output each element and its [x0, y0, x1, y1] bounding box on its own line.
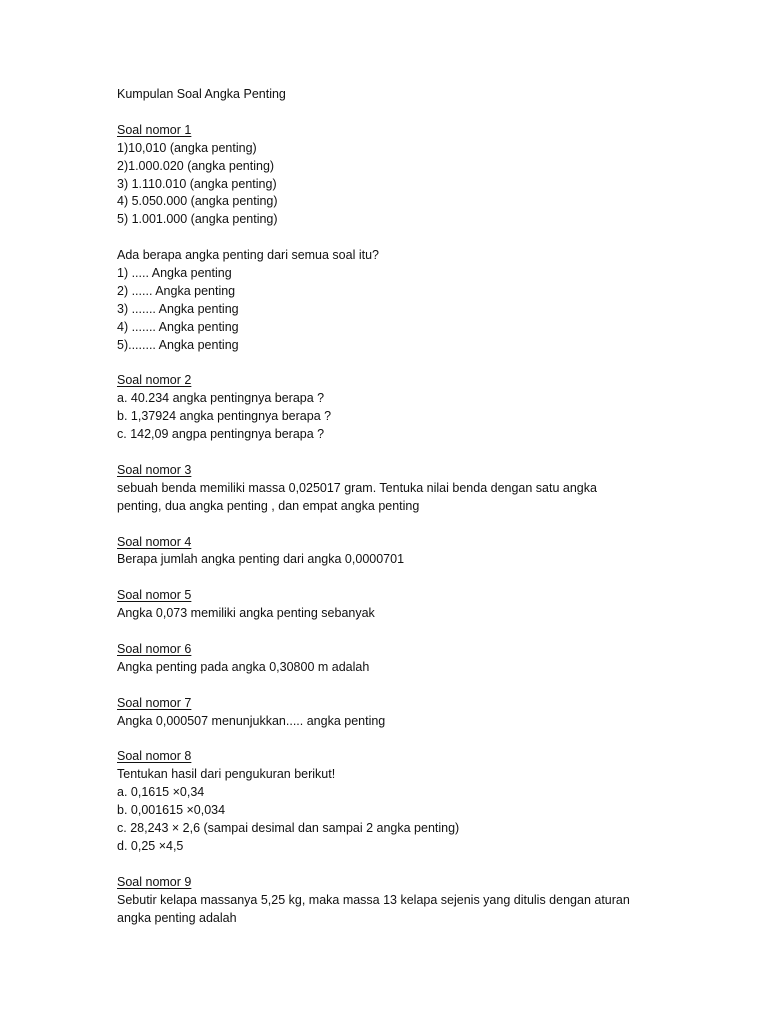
soal-1-question: Ada berapa angka penting dari semua soal itu?	[117, 248, 379, 263]
soal-6-section	[117, 641, 677, 677]
soal-7-heading: Soal nomor 7	[117, 695, 192, 710]
soal-8-item: d. 0,25 ×4,5	[117, 838, 184, 853]
soal-8-heading: Soal nomor 8	[117, 749, 192, 764]
soal-9-heading: Soal nomor 9	[117, 874, 192, 889]
soal-1-item: 2)1.000.020 (angka penting)	[117, 158, 275, 173]
soal-1-answer: 3) ....... Angka penting	[117, 301, 239, 316]
soal-5-text: Angka 0,073 memiliki angka penting sebanyak	[117, 606, 375, 621]
soal-5-section	[117, 587, 677, 623]
soal-7-text: Angka 0,000507 menunjukkan..... angka penting	[117, 713, 386, 728]
soal-8-item: b. 0,001615 ×0,034	[117, 803, 226, 818]
soal-1-item: 3) 1.110.010 (angka penting)	[117, 176, 277, 191]
soal-9-section	[117, 874, 677, 928]
soal-2-heading: Soal nomor 2	[117, 373, 192, 388]
soal-1-answer: 5)........ Angka penting	[117, 337, 239, 352]
soal-2-section	[117, 372, 677, 444]
soal-1-item: 5) 1.001.000 (angka penting)	[117, 212, 278, 227]
soal-6-heading: Soal nomor 6	[117, 641, 192, 656]
soal-2-item: a. 40.234 angka pentingnya berapa ?	[117, 391, 325, 406]
soal-3-section	[117, 462, 677, 516]
document-title: Kumpulan Soal Angka Penting	[117, 87, 286, 101]
soal-9-text: Sebutir kelapa massanya 5,25 kg, maka massa 13 kelapa sejenis yang ditulis dengan aturan	[117, 892, 630, 907]
soal-3-heading: Soal nomor 3	[117, 462, 192, 477]
soal-7-section	[117, 695, 677, 731]
soal-8-section	[117, 748, 677, 855]
soal-1-answer: 4) ....... Angka penting	[117, 319, 239, 334]
soal-3-text: penting, dua angka penting , dan empat angka penting	[117, 498, 420, 513]
soal-1-item: 4) 5.050.000 (angka penting)	[117, 194, 278, 209]
soal-3-text: sebuah benda memiliki massa 0,025017 gram. Tentuka nilai benda dengan satu angka	[117, 480, 597, 495]
soal-1-section	[117, 122, 677, 355]
soal-9-text: angka penting adalah	[117, 910, 237, 925]
soal-6-text: Angka penting pada angka 0,30800 m adalah	[117, 659, 370, 674]
soal-1-heading: Soal nomor 1	[117, 122, 192, 137]
soal-5-heading: Soal nomor 5	[117, 588, 192, 603]
soal-4-text: Berapa jumlah angka penting dari angka 0,0000701	[117, 552, 405, 567]
soal-1-answer: 2) ...... Angka penting	[117, 283, 236, 298]
soal-8-intro: Tentukan hasil dari pengukuran berikut!	[117, 767, 336, 782]
soal-4-section	[117, 534, 677, 570]
document-page	[117, 86, 677, 945]
soal-1-answer: 1) ..... Angka penting	[117, 266, 232, 281]
soal-2-item: c. 142,09 angpa pentingnya berapa ?	[117, 427, 325, 442]
soal-8-item: c. 28,243 × 2,6 (sampai desimal dan sampai 2 angka penting)	[117, 821, 460, 836]
soal-2-item: b. 1,37924 angka pentingnya berapa ?	[117, 409, 332, 424]
soal-4-heading: Soal nomor 4	[117, 534, 192, 549]
soal-1-item: 1)10,010 (angka penting)	[117, 140, 257, 155]
soal-8-item: a. 0,1615 ×0,34	[117, 785, 205, 800]
